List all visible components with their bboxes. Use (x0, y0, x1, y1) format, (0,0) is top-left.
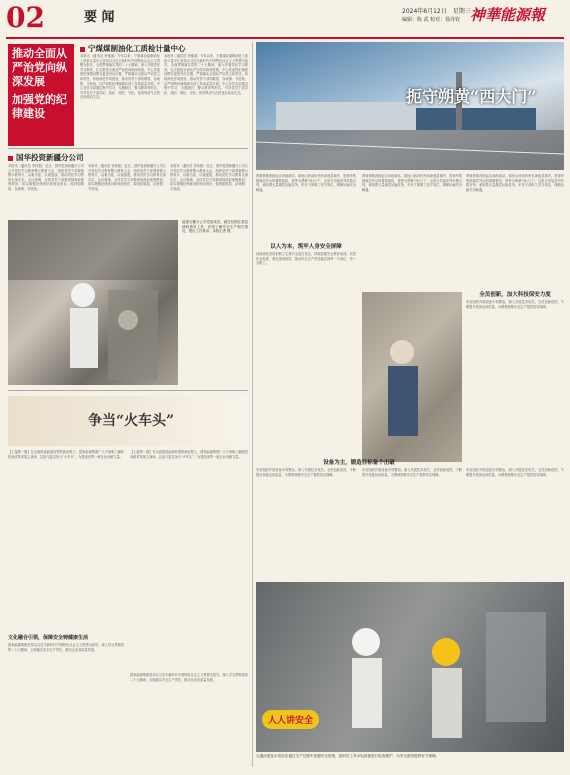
article2-title: 国华投资新疆分公司 (16, 153, 84, 162)
article1-title: 宁煤煤制油化工质检计量中心 (88, 44, 186, 53)
inspection-photo (8, 220, 178, 385)
section-banner (8, 396, 248, 446)
article2-body-col2: 本报讯（通讯员 李伟强）近日，国华投资新疆分公司召开党纪学习教育警示教育大会，组织党员干部观看警示教育片，以案为鉴、以案促改，推动党纪学习教育走深走实。会议强调，全体党员干部要深刻汲取案例教训，切实增强纪律意识和规矩意识，做到知敬畏、存戒惧、守底线。 (88, 164, 166, 191)
article3-subtitle: 文化融合引领，保障安全铸健康生活 (8, 635, 89, 641)
article3-col2: 【上接第一版】在全面推进能源转型的新征程上，国家能源集团广大干部职工踊跃投身改革发展主战场，以奋斗姿态争当“火车头”，为建设世界一流企业贡献力量。 (130, 450, 248, 459)
feature-col1: 朔黄铁路西段起点神池南站，地处山西省忻州市神池县境内，是神华集团煤炭外运的重要枢纽，被誉为朔黄“西大门”。这里日均接发列车数百列，承担着大量煤炭运输任务。车站干部职工坚守岗位，保障运输安全畅通。 (256, 174, 356, 192)
railway-photo (256, 42, 564, 170)
square-bullet-icon (80, 47, 85, 52)
safety-photo (256, 582, 564, 752)
feature-subheading-2: 设备为主，锻造目标备个击破 (323, 460, 395, 466)
safety-badge: 人人讲安全 (262, 710, 319, 729)
divider (8, 390, 248, 391)
feature-col1b: 神池南站坚持把职工生命安全放在首位，持续加强安全教育培训，完善作业标准，强化现场管控，推动安全生产责任落实到每一个岗位、每一名职工。 (256, 252, 356, 266)
feature-title: 扼守朔黄“西大门” (406, 87, 537, 106)
article3-col2b: 国家能源集团坚持以习近平新时代中国特色社会主义思想为指导，深入学习贯彻党的二十大精神，全面落实安全生产责任，推动企业高质量发展。 (130, 673, 248, 682)
feature-col3c: 车站组织开展设备专项整治，深入开展技术攻关，全员创新创效，不断提升设备运用质量，为朔黄铁路安全生产提供坚实保障。 (466, 468, 564, 477)
editor-line: 编辑：陈 武 校对：徐泽钦 (402, 17, 461, 23)
article1-body-col1: 本报讯（通讯员 李雅丽）今年以来，宁夏煤业煤制油化工质检计量中心坚持以习近平新时代中国特色社会主义思想为指导，全面贯彻落实党的二十大精神，深入开展党纪学习教育，扎实推进全面从严治党向纵深发展。中心党委把纪律建设摆在更加突出位置，严格落实全面从严治党主体责任，持续深化作风建设，推动党员干部知敬畏、存戒惧、守底线，以严明的纪律保障各项工作高质量开展。中心各党支部通过集中学习、专题研讨、警示教育等形式，引导党员干部学纪、知纪、明纪、守纪，营造风清气正的良好政治生态。 (80, 54, 160, 100)
article2-body-col3: 本报讯（通讯员 李伟强）近日，国华投资新疆分公司召开党纪学习教育警示教育大会，组织党员干部观看警示教育片，以案为鉴、以案促改，推动党纪学习教育走深走实。会议强调，全体党员干部要深刻汲取案例教训，切实增强纪律意识和规矩意识，做到知敬畏、存戒惧、守底线。 (170, 164, 248, 191)
article1-heading (80, 43, 250, 54)
article2-body-col1: 本报讯（通讯员 李伟强）近日，国华投资新疆分公司召开党纪学习教育警示教育大会，组织党员干部观看警示教育片，以案为鉴、以案促改，推动党纪学习教育走深走实。会议强调，全体党员干部要深刻汲取案例教训，切实增强纪律意识和规矩意识，做到知敬畏、存戒惧、守底线。 (8, 164, 84, 191)
feature-col2c: 车站组织开展设备专项整治，深入开展技术攻关，全员创新创效，不断提升设备运用质量，为朔黄铁路安全生产提供坚实保障。 (362, 468, 462, 477)
article3-title: 争当“火车头” (88, 413, 175, 429)
page-number: 02 (6, 1, 45, 34)
staff-figure-icon (362, 292, 462, 462)
feature-col3b: 车站组织开展设备专项整治，深入开展技术攻关，全员创新创效，不断提升设备运用质量，为朔黄铁路安全生产提供坚实保障。 (466, 300, 564, 309)
vertical-headline (8, 44, 74, 146)
column-divider (252, 42, 253, 767)
staff-photo (362, 292, 462, 462)
safety-photo-caption: 大通河莲花水电站在通过生产过程中加强安全管理，组织员工对水电设备进行检查维护，为安全度汛提供有力保障。 (256, 754, 440, 758)
header-rule (6, 37, 564, 39)
section-title: 要 闻 (84, 10, 115, 25)
article2-heading (8, 152, 168, 163)
feature-subheading-1: 以人为本，筑牢人身安全屏障 (270, 244, 342, 250)
feature-col3: 朔黄铁路西段起点神池南站，地处山西省忻州市神池县境内，是神华集团煤炭外运的重要枢纽，被誉为朔黄“西大门”。这里日均接发列车数百列，承担着大量煤炭运输任务。车站干部职工坚守岗位，保障运输安全畅通。 (466, 174, 564, 192)
newspaper-logo: 神華能源報 (470, 6, 546, 24)
photo-caption: 福建石狮分公司党组成员、副总经理在基层调研指导工作，详细了解安全生产相关情况，提出工作要求。本报记者 摄 (182, 220, 248, 234)
article3-col1b: 国家能源集团坚持以习近平新时代中国特色社会主义思想为指导，深入学习贯彻党的二十大精神，全面落实安全生产责任，推动企业高质量发展。 (8, 643, 124, 652)
feature-subheading-3: 全员创新，加大科技保安力度 (479, 292, 551, 298)
square-bullet-icon (8, 156, 13, 161)
feature-col1c: 车站组织开展设备专项整治，深入开展技术攻关，全员创新创效，不断提升设备运用质量，为朔黄铁路安全生产提供坚实保障。 (256, 468, 356, 477)
article1-body-col2: 本报讯（通讯员 李雅丽）今年以来，宁夏煤业煤制油化工质检计量中心坚持以习近平新时代中国特色社会主义思想为指导，全面贯彻落实党的二十大精神，深入开展党纪学习教育，扎实推进全面从严治党向纵深发展。中心党委把纪律建设摆在更加突出位置，严格落实全面从严治党主体责任，持续深化作风建设，推动党员干部知敬畏、存戒惧、守底线，以严明的纪律保障各项工作高质量开展。中心各党支部通过集中学习、专题研讨、警示教育等形式，引导党员干部学纪、知纪、明纪、守纪，营造风清气正的良好政治生态。 (164, 54, 248, 95)
worker-figure-icon (8, 220, 178, 385)
article3-col1: 【上接第一版】在全面推进能源转型的新征程上，国家能源集团广大干部职工踊跃投身改革发展主战场，以奋斗姿态争当“火车头”，为建设世界一流企业贡献力量。 (8, 450, 124, 459)
issue-date: 2024年6月12日 星期三 (402, 8, 471, 15)
feature-col2: 朔黄铁路西段起点神池南站，地处山西省忻州市神池县境内，是神华集团煤炭外运的重要枢纽，被誉为朔黄“西大门”。这里日均接发列车数百列，承担着大量煤炭运输任务。车站干部职工坚守岗位，保障运输安全畅通。 (362, 174, 462, 192)
vertical-headline-line-1: 推动全面从严治党向纵深发展 (12, 47, 67, 88)
vertical-headline-line-2: 加强党的纪律建设 (12, 93, 67, 120)
divider (8, 148, 248, 149)
